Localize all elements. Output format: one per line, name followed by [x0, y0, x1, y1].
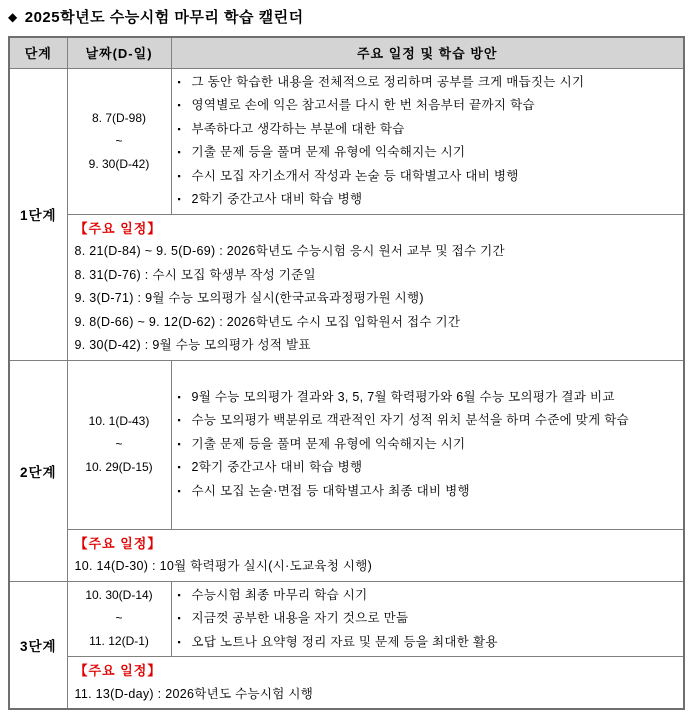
stage-2-schedule-row — [9, 529, 684, 581]
bullet-text: 영역별로 손에 익은 참고서를 다시 한 번 처음부터 끝까지 학습 — [191, 98, 535, 112]
square-bullet-icon: ▪ — [177, 100, 181, 110]
stage-1-date-tilde: ~ — [115, 133, 123, 148]
bullet-text: 그 동안 학습한 내용을 전체적으로 정리하며 공부를 크게 매듭짓는 시기 — [191, 74, 585, 89]
calendar-table — [8, 36, 685, 710]
bullet-text: 수능 모의평가 백분위로 객관적인 자기 성적 위치 분석을 하며 수준에 맞게 학습 — [191, 413, 630, 428]
bullet-text: 기출 문제 등을 풀며 문제 유형에 익숙해지는 시기 — [191, 145, 466, 159]
stage-1-plan-cell — [171, 68, 684, 214]
square-bullet-icon: ▪ — [177, 589, 181, 600]
square-bullet-icon: ▪ — [177, 123, 181, 134]
document-title-text: 2025학년도 수능시험 마무리 학습 캘린더 — [24, 9, 304, 26]
stage-1-date-cell — [67, 68, 171, 214]
stage-1-schedule-row — [9, 214, 684, 360]
stage-3-date-tilde: ~ — [115, 611, 123, 626]
stage-2-date-end: 10. 29(D-15) — [85, 460, 153, 474]
square-bullet-icon: ▪ — [177, 438, 181, 449]
stage-3-schedule-row — [9, 657, 684, 710]
bullet-text: 9월 수능 모의평가 결과와 3, 5, 7월 학력평가와 6월 수능 모의평가 결과 비교 — [191, 389, 615, 404]
stage-3-schedule-cell — [67, 657, 684, 710]
stage-2-date-tilde: ~ — [115, 437, 123, 451]
stage-2-date-cell — [67, 360, 171, 529]
square-bullet-icon: ▪ — [177, 462, 181, 473]
stage-2-main-row — [9, 360, 684, 529]
col-header-plan: 주요 일정 및 학습 방안 — [171, 37, 684, 68]
stage-3-date-cell — [67, 581, 171, 657]
bullet-item — [178, 165, 680, 189]
bullet-item — [178, 71, 680, 95]
schedule-item: 9. 30(D-42) : 9월 수능 모의평가 성적 발표 — [74, 338, 311, 352]
bullet-text: 수시 모집 논술·면접 등 대학별고사 최종 대비 병행 — [191, 483, 470, 498]
stage-3-plan-cell — [171, 581, 684, 657]
schedule-header: 【주요 일정】 — [74, 535, 162, 551]
schedule-item: 8. 31(D-76) : 수시 모집 학생부 작성 기준일 — [74, 267, 316, 282]
stage-3-date-end: 11. 12(D-1) — [89, 634, 149, 649]
stage-2-date-start: 10. 1(D-43) — [88, 414, 150, 428]
header-row — [9, 37, 684, 68]
stage-1-schedule-cell — [67, 214, 684, 360]
bullet-item — [178, 141, 680, 165]
bullet-text: 부족하다고 생각하는 부분에 대한 학습 — [191, 121, 405, 136]
stage-1-label: 1단계 — [9, 68, 67, 360]
stage-3-label: 3단계 — [9, 581, 67, 709]
col-header-date: 날짜(D-일) — [67, 37, 171, 68]
square-bullet-icon: ▪ — [177, 636, 181, 647]
bullet-text: 수능시험 최종 마무리 학습 시기 — [191, 587, 368, 602]
square-bullet-icon: ▪ — [177, 613, 181, 623]
square-bullet-icon: ▪ — [177, 485, 181, 496]
schedule-header: 【주요 일정】 — [74, 220, 162, 236]
bullet-text: 2학기 중간고사 대비 학습 병행 — [191, 192, 363, 206]
schedule-item: 10. 14(D-30) : 10월 학력평가 실시(시·도교육청 시행) — [74, 559, 373, 573]
stage-3-main-row — [9, 581, 684, 657]
bullet-item — [178, 386, 680, 410]
bullet-item — [178, 433, 680, 457]
stage-3-date-start: 10. 30(D-14) — [85, 588, 153, 603]
col-header-stage: 단계 — [9, 37, 67, 68]
square-bullet-icon: ▪ — [177, 194, 181, 204]
square-bullet-icon: ▪ — [177, 147, 181, 157]
bullet-item — [178, 188, 680, 212]
bullet-item — [178, 94, 680, 118]
stage-2-schedule-cell — [67, 529, 684, 581]
bullet-item — [178, 409, 680, 433]
bullet-item — [178, 584, 680, 608]
square-bullet-icon: ▪ — [177, 415, 181, 426]
bullet-text: 수시 모집 자기소개서 작성과 논술 등 대학별고사 대비 병행 — [191, 168, 519, 183]
stage-1-date-start: 8. 7(D-98) — [91, 110, 147, 125]
stage-1-main-row — [9, 68, 684, 214]
bullet-item — [178, 607, 680, 631]
bullet-item — [178, 118, 680, 142]
square-bullet-icon: ▪ — [177, 391, 181, 402]
bullet-item — [178, 480, 680, 504]
stage-2-label: 2단계 — [9, 360, 67, 581]
bullet-text: 2학기 중간고사 대비 학습 병행 — [191, 460, 363, 475]
stage-2-plan-cell — [171, 360, 684, 529]
bullet-text: 오답 노트나 요약형 정리 자료 및 문제 등을 최대한 활용 — [191, 634, 498, 649]
diamond-bullet-icon: ◆ — [8, 10, 18, 24]
schedule-item: 11. 13(D-day) : 2026학년도 수능시험 시행 — [74, 686, 314, 701]
bullet-item — [178, 631, 680, 655]
schedule-item: 8. 21(D-84) ~ 9. 5(D-69) : 2026학년도 수능시험 응시 원서 교부 및 접수 기간 — [74, 244, 505, 258]
schedule-header: 【주요 일정】 — [74, 663, 162, 678]
bullet-text: 지금껏 공부한 내용을 자기 것으로 만듦 — [191, 611, 409, 625]
square-bullet-icon: ▪ — [177, 170, 181, 181]
schedule-item: 9. 3(D-71) : 9월 수능 모의평가 실시(한국교육과정평가원 시행) — [74, 291, 424, 305]
bullet-item — [178, 456, 680, 480]
document-title — [8, 6, 691, 27]
stage-1-date-end: 9. 30(D-42) — [88, 156, 150, 171]
schedule-item: 9. 8(D-66) ~ 9. 12(D-62) : 2026학년도 수시 모집 입학원서 접수 기간 — [74, 314, 461, 329]
bullet-text: 기출 문제 등을 풀며 문제 유형에 익숙해지는 시기 — [191, 436, 466, 451]
square-bullet-icon: ▪ — [177, 76, 181, 87]
